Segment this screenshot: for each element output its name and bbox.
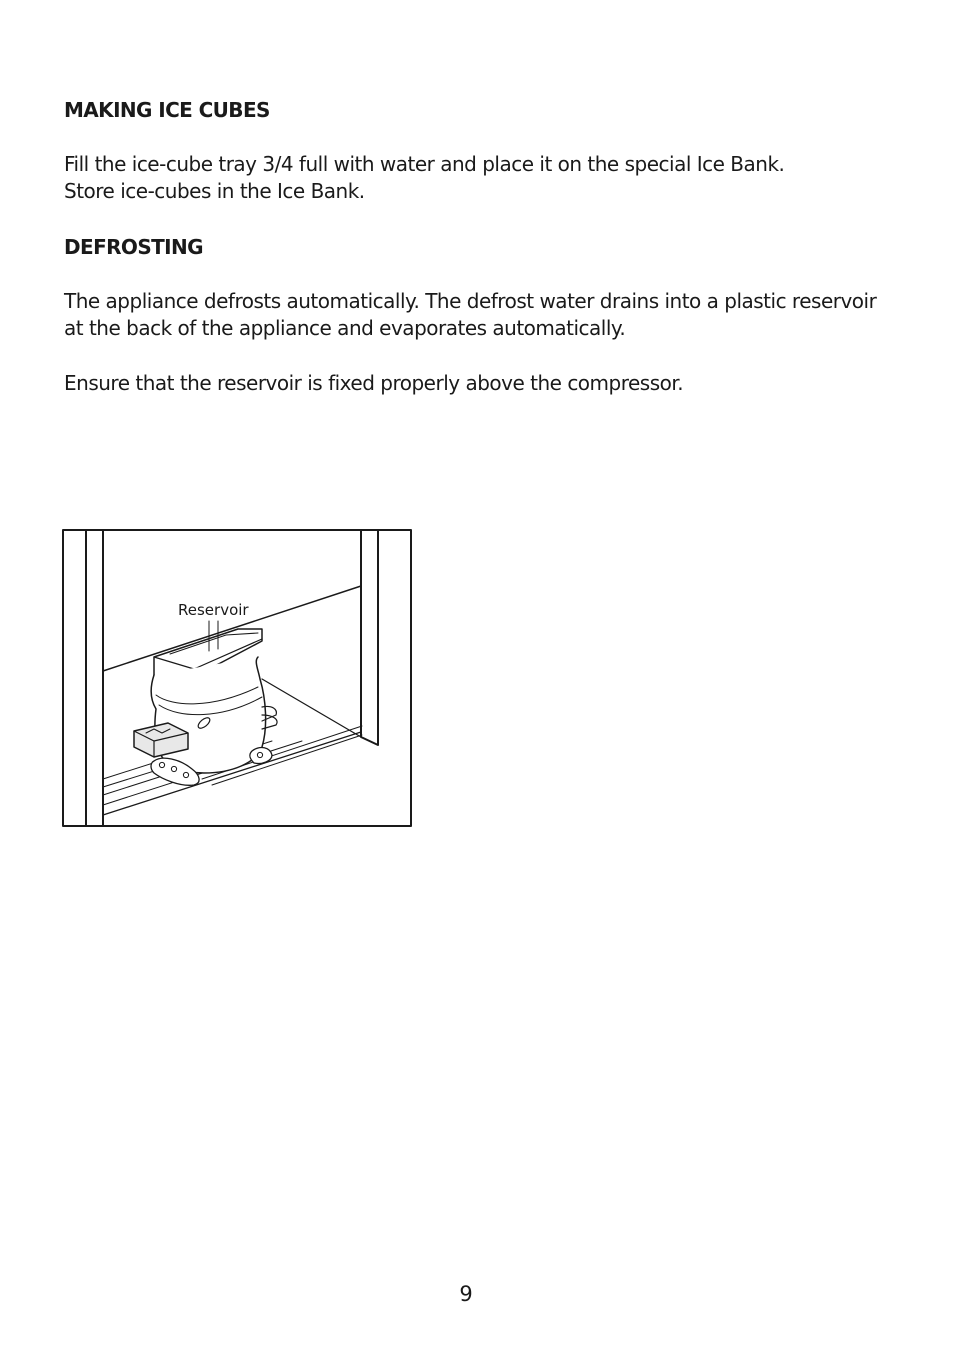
- compressor-reservoir-illustration: [62, 529, 413, 828]
- paragraph-line: Ensure that the reservoir is fixed properly above the compressor.: [64, 371, 684, 395]
- section-heading-defrosting: DEFROSTING: [64, 235, 203, 259]
- section-heading-ice-cubes: MAKING ICE CUBES: [64, 98, 270, 122]
- defrosting-paragraph: [64, 288, 876, 342]
- paragraph-line: The appliance defrosts automatically. The defrost water drains into a plastic reservoir: [64, 289, 877, 313]
- ice-cubes-paragraph: [64, 151, 784, 205]
- paragraph-line: Store ice-cubes in the Ice Bank.: [64, 179, 365, 203]
- paragraph-line: at the back of the appliance and evaporates automatically.: [64, 316, 626, 340]
- reservoir-note: [64, 370, 683, 397]
- paragraph-line: Fill the ice-cube tray 3/4 full with water and place it on the special Ice Bank.: [64, 152, 785, 176]
- reservoir-callout-label: Reservoir: [178, 601, 249, 619]
- page-number: 9: [459, 1282, 473, 1306]
